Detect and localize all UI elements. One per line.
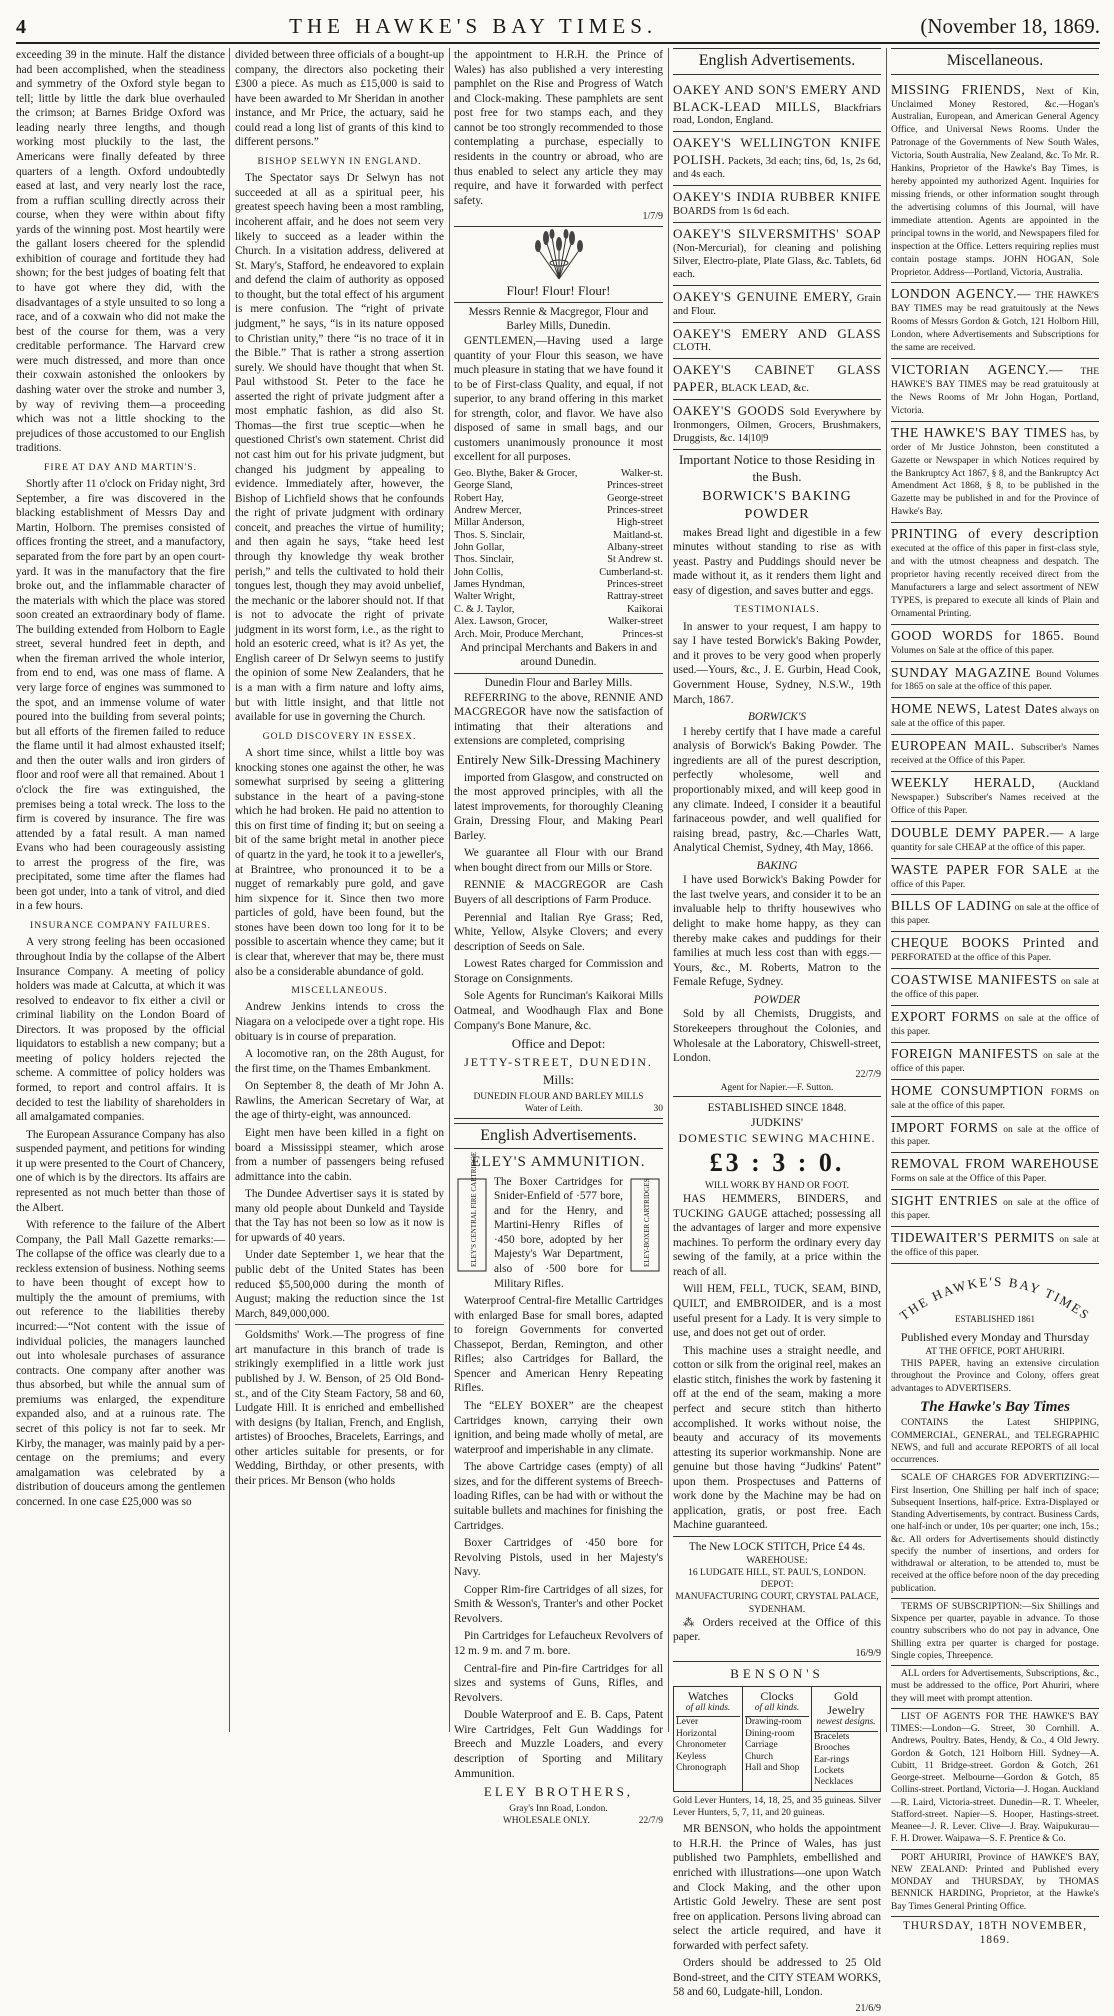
- boat-race-text: exceeding 39 in the minute. Half the distance had been accomplished, when the steadiness and symmetry of the Oxford style began to tell; little by little the dark blue overhauled the crimson; at Barnes Bridge Oxford was leading nearly three lengths, and though working most pluckily to the last, the Americans were finally defeated by three quarters of a length. Oxford undoubtedly eased at last, and very nearly lost the race, from a ruffian sculling directly across their course, when they were within about fifty yards of the winning post. Most heartily were the gallant losers cheered for the splendid exhibition of courage and fortitude they had shown; for the best judges of boating felt that to have got where they did, with the disadvantages of a style unsuited to so long a race, and of a coxwain who did not make the best of the course for them, was a very creditable performance. The Harvard crew were much distressed, and more than once their coxwain astonished the onlookers by dashing water over the stroke and number 3, by way of reviving them—a proceeding which was not a little shocking to the prejudices of those accustomed to our English traditions.: [16, 49, 225, 455]
- signatory-street: Princes-street: [606, 480, 663, 492]
- oakey-ad: [673, 79, 881, 133]
- misc-heading: MISCELLANEOUS.: [291, 985, 388, 997]
- column-1: [16, 48, 225, 1732]
- signatory-row: [454, 480, 663, 492]
- oakey-ad: [673, 132, 881, 186]
- depot-address: MANUFACTURING COURT, CRYSTAL PALACE, SYDENHAM.: [675, 1592, 879, 1615]
- waste-paper-ad: [891, 859, 1099, 896]
- imprint-text: PORT AHURIRI, Province of HAWKE'S BAY, NEW ZEALAND: Printed and Published every MONDAY and THURSDAY, by THOMAS BENNICK HARDING, Proprietor, at the Hawke's Bay Times General Printing Office.: [891, 1849, 1099, 1913]
- ad-heading: EUROPEAN MAIL.: [891, 738, 1015, 754]
- lock-stitch: The New LOCK STITCH, Price £4 4s.: [673, 1536, 881, 1555]
- ad-text: executed at the office of this paper in first-class style, and with the utmost cheapness and despatch. The proprietor having recently received direct from the Manufacturers a large and select assortment of NEW TYPES, is prepared to execute all kinds of Plain and Ornamental Printing.: [891, 544, 1099, 619]
- ad-heading: OAKEY'S INDIA RUBBER KNIFE: [673, 189, 881, 205]
- terms-text: CONTAINS the Latest SHIPPING, COMMERCIAL, GENERAL, and TELEGRAPHIC NEWS, and full and accurate REPORTS of all local occurrences.: [891, 1418, 1099, 1466]
- signatory-name: Robert Hay,: [454, 492, 504, 504]
- good-words-ad: [891, 625, 1099, 662]
- ad-text: Packets, 3d each; tins, 6d, 1s, 2s 6d, and 4s each.: [673, 156, 881, 181]
- ad-text: (Non-Mercurial), for cleaning and polishing Silver, Electro-plate, Plate Glass, &c. Tablets, 6d each.: [673, 242, 881, 280]
- benson-column-items: Drawing-room Dining-room Carriage Church Hall and Shop: [745, 1716, 809, 1774]
- ad-text: Grain and Flour.: [673, 292, 882, 317]
- ad-text: always on sale at the office of this paper.: [891, 706, 1099, 730]
- benson-column-sub: newest designs.: [816, 1717, 876, 1728]
- column-rule: [668, 48, 669, 1732]
- warehouse-label: WAREHOUSE:: [746, 1555, 808, 1566]
- footer-date: THURSDAY, 18TH NOVEMBER, 1869.: [891, 1916, 1099, 1948]
- ad-text: at the office of this Paper.: [891, 866, 1099, 890]
- section-heading: English Advertisements.: [454, 1123, 663, 1150]
- signatory-street: Maitland-st.: [612, 529, 663, 541]
- ad-text: Forms on sale at the Office of this Paper.: [891, 1174, 1047, 1185]
- section-heading: Miscellaneous.: [891, 48, 1099, 75]
- benson-column-heading: Gold Jewelry: [827, 1688, 865, 1718]
- signatory-street: St Andrew st.: [607, 554, 663, 566]
- cheque-books-ad: [891, 932, 1099, 969]
- ad-text: Sold Everywhere by Ironmongers, Oilmen, Grocers, Brushmakers, Druggists, &c. 14|10|9: [673, 407, 882, 445]
- column-rule: [886, 48, 887, 1732]
- borwick-text: In answer to your request, I am happy to say I have tested Borwick's Baking Powder, and it proves to be very good when properly used.—Yours, &c., J. E. Gurbin, Head Cook, Government House, Sydney, N.S.W., 19th March, 1867.: [673, 620, 881, 706]
- benson-column-items: Bracelets Brooches Ear-rings Lockets Necklaces: [814, 1731, 878, 1789]
- ad-text: BLACK LEAD, &c.: [721, 383, 809, 395]
- ad-text: Next of Kin, Unclaimed Money Restored, &c.—Hogan's Australian, European, and American General Agency Office, and Universal News Rooms. Under the Patronage of the Governments of New South Wales, Victoria, South Australia, New Zealand, &c. To Mr. R. Hankins, Proprietor of the Hawke's Bay Times, is hereby appointed my authorized Agent. Inquiries for missing friends, or other information sought through the advertising columns of this Journal, will have immediate attention. Agents are appointed in the principal towns in the world, and Newspapers filed for inspection at the Office. Letters requiring replies must contain postage stamps. JOHN HOGAN, Sole Proprietor. Address—Portland, Victoria, Australia.: [891, 86, 1099, 278]
- newspaper-title: THE HAWKE'S BAY TIMES.: [289, 14, 658, 38]
- sewing-text: This machine uses a straight needle, and cotton or silk from the original reel, makes an elastic stitch, finishes the work by fastening it off at the end of the seam, making a more perfect and secure stitch than hitherto accomplished. It works without noise, the beauty and accuracy of its movements attesting its superior workmanship. None are genuine but those having “Judkins' Patent” upon them. Prospectuses and Patterns of work done by the Machine may be had on application, gratis, or post free. Each Machine guaranteed.: [673, 1344, 881, 1532]
- ad-heading: OAKEY'S GENUINE EMERY,: [673, 288, 853, 304]
- ad-text: has, by order of Mr Justice Johnston, been constituted a Gazette or Newspaper in which Notices required by the Bankruptcy Act 1867, § 8, and the Bankruptcy Act Amendment Act 1868, § 8, to be published in the Gazette may be published in and for the Province of Hawke's Bay.: [891, 429, 1100, 518]
- ad-heading: WASTE PAPER FOR SALE: [891, 861, 1069, 877]
- ad-heading: GOOD WORDS for 1865.: [891, 627, 1065, 643]
- arched-title-text: THE HAWKE'S BAY TIMES: [896, 1273, 1094, 1324]
- benson-column-heading: Clocks: [760, 1688, 794, 1703]
- signatory-name: Arch. Moir, Produce Merchant,: [454, 628, 584, 640]
- benson-column-items: Lever Horizontal Chronometer Keyless Chronograph: [676, 1716, 740, 1774]
- misc-item: Eight men have been killed in a fight on board a Mississippi steamer, which arose from a number of passengers being refused admittance into the cabin.: [235, 1126, 444, 1183]
- ad-heading: OAKEY AND SON'S EMERY AND BLACK-LEAD MILLS,: [673, 81, 881, 114]
- column-2: [235, 48, 444, 1732]
- eley-text: Pin Cartridges for Lefaucheux Revolvers of 12 m. 9 m. and 7 m. bore.: [454, 1630, 663, 1658]
- victorian-agency-ad: [891, 359, 1099, 422]
- signatory-row: [454, 468, 663, 480]
- mills-location: Water of Leith.: [524, 1104, 583, 1115]
- ad-text: BOARDS from 1s 6d each.: [673, 206, 790, 218]
- mills-text: RENNIE & MACGREGOR are Cash Buyers of all descriptions of Farm Produce.: [454, 879, 663, 907]
- bills-of-lading-ad: [891, 895, 1099, 932]
- sewing-price: £3 : 3 : 0.: [709, 1148, 845, 1178]
- ad-text: Subscriber's Names received at the Office of this Paper.: [891, 743, 1100, 767]
- goldsmiths-text: Goldsmiths' Work.—The progress of fine art manufacture in this branch of trade is strikingly exemplified in a little work just published by J. W. Benson, of 25 Old Bond-st., and of the City Steam Factory, 58 and 60, Ludgate Hill. It is enriched and embellished with designs (by Italian, French, and English, artistes) of Brooches, Bracelets, Earrings, and other articles suitable for presents, or for Wedding, Birthday, or other presents, with their prices. Mr Benson (who holds: [235, 1324, 444, 1488]
- ad-text: on sale at the office of this paper.: [891, 1198, 1099, 1222]
- benson-column-heading: Watches: [687, 1688, 729, 1703]
- missing-friends-ad: [891, 79, 1099, 284]
- mills-text: imported from Glasgow, and constructed on the most approved principles, with all the latest improvements, for thoroughly Cleaning Grain, Dressing Flour, and Making Pearl Barley.: [454, 771, 663, 842]
- ref-number: 22/7/9: [855, 1068, 881, 1080]
- machinery-heading: Entirely New Silk-Dressing Machinery: [456, 751, 661, 767]
- signatories-list: [454, 468, 663, 641]
- signatory-street: Princes-street: [606, 579, 663, 591]
- misc-item: A locomotive ran, on the 28th August, for the first time, on the Thames Embankment.: [235, 1048, 444, 1075]
- page-number: 4: [16, 16, 26, 38]
- masthead: [16, 8, 1100, 44]
- sewing-text: Will HEM, FELL, TUCK, SEAM, BIND, QUILT, and EMBROIDER, and is a most useful present for a Lady. It is very simple to use, and does not get out of order.: [673, 1283, 881, 1340]
- misc-item: Andrew Jenkins intends to cross the Niagara on a velocipede over a tight rope. His obituary is in course of preparation.: [235, 1001, 444, 1043]
- mills-text: Perennial and Italian Rye Grass; Red, White, Yellow, Alsyke Clovers; and every description of Seeds on Sale.: [454, 911, 663, 953]
- ad-text: Bound Volumes on Sale at the office of this paper.: [891, 632, 1099, 656]
- oakey-ad: [673, 186, 881, 223]
- office-line: AT THE OFFICE, PORT AHURIRI.: [925, 1346, 1065, 1357]
- testimonials-heading: TESTIMONIALS.: [734, 604, 820, 616]
- misc-item: The Dundee Advertiser says it is stated by many old people about Dunkeld and Tayside that the Tay has not been so low as it now is for upwards of 40 years.: [235, 1188, 444, 1244]
- signatory-row: [454, 591, 663, 603]
- ad-text: A large quantity for sale CHEAP at the office of this paper.: [891, 829, 1099, 853]
- fire-text: Shortly after 11 o'clock on Friday night, 3rd September, a fire was discovered in the blacking establishment of Messrs Day and Martin, Holborn. The premises consisted of offices fronting the street, and a manufactory, separated from the fore part by an open court-yard. It was in the manufactory that the fire broke out, and the inflammable character of the materials with which the place was stored soon created an extraordinary body of flame. The building extended from Holborn to Eagle street, several hundred feet in depth, and when the fireman arrived the whole interior, from end to end, was one mass of flame. A very large force of engines was summoned to the spot, and an immense volume of water poured into the building from several points; but all efforts of the firemen failed to reduce the flame until it had almost exhausted itself; and then the outer walls and iron girders of floor and roof were all that remained. About 1 o'clock the fire was extinguished, the premises being a total wreck. The loss to the firm is covered by insurance. The fire was attended by a fatal result. A man named Evans who had been courageously assisting to arrest the progress of the fire, was precipitated, some time after the flames had been got under, into a tank of vitrol, and died in a few hours.: [16, 478, 225, 913]
- oakey-ad: [673, 359, 881, 400]
- signatory-row: [454, 629, 663, 641]
- mills-text: Sole Agents for Runciman's Kaikorai Mills Oatmeal, and Woodhaugh Flax and Bone Company's Bone Manure, &c.: [454, 990, 663, 1032]
- column-rule: [449, 48, 450, 1732]
- signatory-row: [454, 604, 663, 616]
- oakey-ad: [673, 400, 881, 450]
- flour-heading: Flour! Flour! Flour!: [506, 283, 611, 299]
- selwyn-text: The Spectator says Dr Selwyn has not succeeded at all as a spiritual peer, his greatest speech having been a most rambling, incoherent affair, and he does not seem very likely to succeed as a leader within the Church. In a visitation address, delivered at St. Mary's, Stafford, he endeavored to explain and defend the claim of authority as opposed to thought, but the total effect of his argument is mere confusion. The “right of private judgment,” he says, “is in its nature opposed to Christian unity,” there “is no trace of it in the Bible.” That is rather a strong assertion surely. We should have thought that when St. Paul withstood St. Peter to the face he asserted the right of private judgment after a most emphatic fashion, as did also St. Thomas—the first true sceptic—when he questioned Christ's own statement. Christ did not cast him out for his private judgment, but changed his judgment by appealing to evidence. Immediately after, however, the Bishop of Lichfield shows that he confounds the right of private judgment with ordinary conceit, and preaches the virtue of humility; and then again he says, “take heed lest through thy knowledge thy weak brother perish,” and tells the cultivated to hold their tongues lest, though they may avoid unbelief, the mechanic or the laborer should not. If that is not to advocate the right of private judgment in its worst form, i.e., as the right to hold an esoteric creed, what is it? As yet, the English career of Dr Selwyn seems to justify the opinion of some New Zealanders, that he is a man with a firm nature and lofty aims, but with little insight, and that little not available for use in governing the Church.: [235, 172, 444, 724]
- european-mail-ad: [891, 735, 1099, 772]
- baking-subhead: BAKING: [756, 859, 798, 872]
- wheat-sheaf-icon: [524, 229, 594, 281]
- ad-text: FORMS on sale at the office of this paper.: [891, 1087, 1099, 1111]
- ad-heading: THE HAWKE'S BAY TIMES: [891, 424, 1068, 440]
- insurance-heading: INSURANCE COMPANY FAILURES.: [30, 920, 211, 931]
- signatory-name: C. & J. Taylor,: [454, 603, 515, 615]
- borwick-subhead: BORWICK'S: [747, 711, 807, 724]
- signatory-row: [454, 567, 663, 579]
- ad-heading: COASTWISE MANIFESTS: [891, 972, 1058, 988]
- borwick-heading: BORWICK'S BAKING POWDER: [702, 488, 852, 522]
- home-news-ad: [891, 698, 1099, 735]
- charges-text: SCALE OF CHARGES FOR ADVERTIZING:—First Insertion, One Shilling per half inch of space; Subsequent Insertions, half-price. Extra-Displayed or Standing Advertisements, by contract. Business Cards, one half-inch or under, 10s per quarter; one inch, 15s.; &c. All orders for Advertisements should distinctly specify the number of insertions, and orders for withdrawal or alteration, to be attended to, must be received at the office before noon of the day preceding publication.: [891, 1469, 1099, 1595]
- ad-heading: SUNDAY MAGAZINE: [891, 664, 1031, 680]
- column-5: [891, 48, 1100, 1947]
- firm-name: Messrs Rennie & Macgregor, Flour and Barley Mills, Dunedin.: [454, 302, 663, 334]
- oakey-ad: [673, 223, 881, 286]
- eley-text: The Boxer Cartridges for Snider-Enfield of ·577 bore, and for the Henry, and Martini-Henry Rifles of ·450 bore, adopted by her Majesty's War Department, also of ·500 bore for Military Rifles.: [494, 1175, 623, 1290]
- signatory-street: Kaikorai: [626, 603, 663, 615]
- ad-heading: DOUBLE DEMY PAPER.—: [891, 824, 1064, 840]
- oakey-ad: [673, 286, 881, 323]
- eley-brothers: ELEY BROTHERS,: [483, 1784, 634, 1800]
- ad-heading: VICTORIAN AGENCY.—: [891, 362, 1063, 378]
- merchants-line: And principal Merchants and Bakers in and around Dunedin.: [459, 641, 657, 669]
- benson-continued: the appointment to H.R.H. the Prince of Wales) has also published a very interesting pamphlet on the Rise and Progress of Watch and Clock-making. These pamphlets are sent post free for two stamps each, and they cannot be too strongly recommended to those contemplating a purchase, especially to residents in the country or abroad, who are thus enabled to select any article they may require, and have it forwarded with perfect safety.: [454, 49, 663, 207]
- signatory-name: George Sland,: [454, 480, 513, 492]
- ad-text: PERFORATED at the office of this Paper.: [891, 953, 1051, 964]
- insurance-continued: divided between three officials of a bought-up company, the directors also pocketing their £300 a piece. As much as £15,000 is said to have been awarded to Mr Sheridan in another instance, and Mr Price, the actuary, said he could read a long list of grants of this kind to different persons.”: [235, 49, 444, 149]
- ad-heading: REMOVAL FROM WAREHOUSE: [891, 1156, 1099, 1172]
- signatory-name: Millar Anderson,: [454, 517, 525, 529]
- tidewaiter-ad: [891, 1227, 1099, 1264]
- foreign-manifests-ad: [891, 1043, 1099, 1080]
- column-4: [673, 48, 882, 2014]
- signatory-name: James Hyndman,: [454, 579, 525, 591]
- mills-name: DUNEDIN FLOUR AND BARLEY MILLS: [473, 1092, 644, 1103]
- section-heading: English Advertisements.: [673, 48, 881, 75]
- ad-text: CLOTH.: [673, 342, 711, 354]
- eley-text: Copper Rim-fire Cartridges of all sizes, for Smith & Wesson's, Tranter's and other Pocket Revolvers.: [454, 1583, 663, 1625]
- ad-heading: OAKEY'S CABINET GLASS PAPER,: [673, 362, 881, 395]
- office-label: Office and Depot:: [511, 1036, 606, 1052]
- sewing-heading: DOMESTIC SEWING MACHINE.: [678, 1130, 876, 1145]
- judkins-name: JUDKINS': [750, 1115, 804, 1130]
- established-line: ESTABLISHED 1861: [954, 1313, 1036, 1324]
- ad-heading: OAKEY'S WELLINGTON KNIFE POLISH.: [673, 135, 881, 168]
- benson-table-column: [812, 1687, 880, 1791]
- est-line: ESTABLISHED SINCE 1848.: [707, 1101, 847, 1114]
- cartridge-box-icon: [454, 1151, 490, 1275]
- ad-text: on sale at the office of this paper.: [891, 1014, 1099, 1037]
- ref-number: 1/7/9: [454, 211, 663, 227]
- signatory-row: [454, 517, 663, 529]
- sewing-text: HAS HEMMERS, BINDERS, and TUCKING GAUGE attached; possessing all the advantages of larger and more expensive machines. To perform the ordinary every day sewing of the family, at a price within the reach of all.: [673, 1193, 881, 1278]
- warehouse-address: 16 LUDGATE HILL, ST. PAUL'S, LONDON.: [688, 1567, 866, 1578]
- gold-text: A short time since, whilst a little boy was knocking stones one against the other, he was somewhat surprised by seeing a glittering substance in the heart of a paving-stone which he had broken. He paid no attention to this on first time of finding it; but on seeing a bit of the same bright metal in another piece of quartz in the yard, he took it to a jeweller's, at Braintree, who pronounced it to be a nugget of remarkably pure gold, and gave him sixpence for it. Since then two more particles of gold, have been found, but the stones have been down too long for it to be possible to ascertain whence they came; but it is clear that, wherever that may be, there must also be a considerable abundance of gold.: [235, 747, 444, 978]
- signatory-name: Alex. Lawson, Grocer,: [454, 616, 548, 628]
- ad-heading: CHEQUE BOOKS Printed and: [891, 935, 1099, 951]
- signatory-name: Geo. Blythe, Baker & Grocer,: [454, 468, 578, 480]
- ad-heading: PRINTING of every description: [891, 526, 1099, 542]
- ad-heading: SIGHT ENTRIES: [891, 1193, 999, 1209]
- blackletter-title: The Hawke's Bay Times: [920, 1398, 1070, 1415]
- ref-number: 22/7/9: [638, 1816, 663, 1827]
- weekly-herald-ad: [891, 772, 1099, 822]
- fire-heading: FIRE AT DAY AND MARTIN'S.: [44, 461, 197, 473]
- ad-heading: EXPORT FORMS: [891, 1009, 1000, 1025]
- cartridge-box-text: ELEY-BOXER CARTRIDGES: [643, 1178, 651, 1267]
- issue-date: (November 18, 1869.: [920, 14, 1100, 38]
- signatory-street: Walker-street: [608, 616, 663, 628]
- cartridge-box-text: ELEY'S CENTRAL FIRE CARTRIDGE: [470, 1151, 478, 1267]
- ad-heading: WEEKLY HERALD,: [891, 775, 1036, 791]
- cartridge-box-icon: [627, 1175, 663, 1275]
- misc-item: Under date September 1, we hear that the public debt of the United States has been reduced $5,500,000 during the month of August; making the reduction since the 1st March, 849,000,000.: [235, 1249, 444, 1320]
- ad-heading: MISSING FRIENDS,: [891, 81, 1026, 97]
- signatory-name: John Collis,: [454, 566, 504, 578]
- import-forms-ad: [891, 1117, 1099, 1154]
- ad-heading: TIDEWAITER'S PERMITS: [891, 1230, 1055, 1246]
- eley-text: The “ELEY BOXER” are the cheapest Cartridges known, carrying their own ignition, and being made wholly of metal, are waterproof and imperishable in any climate.: [454, 1400, 663, 1456]
- insurance-text-2: The European Assurance Company has also suspended payment, and petitions for winding it up were presented to the Court of Chancery, one of which is by the directors. Its affairs are represented as not much better than those of the Albert.: [16, 1128, 225, 1214]
- ad-text: THE HAWKE'S BAY TIMES may be read gratuitously at the News Rooms of Mr John Hogan, Portland, Victoria.: [891, 367, 1099, 416]
- ad-heading: LONDON AGENCY.—: [891, 286, 1031, 302]
- ad-text: on sale at the office of this paper.: [891, 1235, 1099, 1258]
- signatory-name: Walter Wright,: [454, 591, 515, 603]
- signatory-row: [454, 542, 663, 554]
- signatory-street: George-street: [607, 492, 663, 504]
- ad-text: Bound Volumes for 1865 on sale at the office of this paper.: [891, 669, 1099, 693]
- signatory-street: Princes-st: [622, 628, 663, 640]
- signatory-street: High-street: [616, 517, 663, 529]
- depot-label: DEPOT:: [760, 1580, 794, 1591]
- benson-text: Orders should be addressed to 25 Old Bond-street, and the CITY STEAM WORKS, 58 and 60, Ludgate-hill, London.: [673, 1957, 881, 1999]
- ref-number: 21/6/9: [855, 2003, 881, 2014]
- orders-line: ⁂ Orders received at the Office of this paper.: [673, 1616, 881, 1644]
- eley-address: Gray's Inn Road, London.: [509, 1803, 608, 1814]
- signatory-street: Princes-street: [606, 505, 663, 517]
- london-agency-ad: [891, 283, 1099, 359]
- selwyn-heading: BISHOP SELWYN IN ENGLAND.: [257, 155, 422, 167]
- ad-text: Blackfriars road, London, England.: [673, 102, 881, 127]
- insurance-text: A very strong feeling has been occasioned throughout India by the collapse of the Albert Insurance Company. A meeting of policy holders was made at Calcutta, at which it was resolved to endeavor to fix either a civil or criminal liability on the London Board of Directors. It was proposed by the official liquidators to establish a new company; but a meeting of policy holders rejected the scheme. A committee of policy holders was formed, to report and control affairs. It is decided to test the liability of shareholders in all amalgamated companies.: [16, 936, 225, 1124]
- orders-text: ALL orders for Advertisements, Subscriptions, &c., must be addressed to the office, Port Ahuriri, where they will meet with prompt attention.: [891, 1665, 1099, 1705]
- sunday-magazine-ad: [891, 662, 1099, 699]
- ad-heading: FOREIGN MANIFESTS: [891, 1045, 1039, 1061]
- mills-text: We guarantee all Flour with our Brand when bought direct from our Mills or Store.: [454, 847, 663, 874]
- published-line: Published every Monday and Thursday: [900, 1330, 1090, 1345]
- ad-text: on sale at the office of this paper.: [891, 903, 1100, 927]
- home-consumption-ad: [891, 1080, 1099, 1117]
- signatory-street: Cumberland-st.: [599, 566, 663, 578]
- mills-text: REFERRING to the above, RENNIE AND MACGREGOR have now the satisfaction of intimating that their alterations and extensions are completed, comprising: [454, 691, 663, 748]
- signatory-row: [454, 554, 663, 566]
- signatory-street: Walker-st.: [620, 468, 663, 480]
- signatory-name: Andrew Mercer,: [454, 505, 522, 517]
- arched-title: [891, 1264, 1099, 1326]
- ad-heading: OAKEY'S EMERY AND GLASS: [673, 325, 881, 341]
- borwick-agent: Agent for Napier.—F. Sutton.: [673, 1082, 881, 1097]
- signatory-row: [454, 505, 663, 517]
- mills-label: Mills:: [542, 1072, 575, 1088]
- sight-entries-ad: [891, 1190, 1099, 1227]
- benson-heading: BENSON'S: [730, 1665, 824, 1681]
- ad-heading: OAKEY'S GOODS: [673, 403, 785, 419]
- ad-text: on sale at the office of this paper.: [891, 1050, 1099, 1074]
- eley-title: ELEY'S AMMUNITION.: [471, 1154, 646, 1171]
- ad-heading: HOME CONSUMPTION: [891, 1082, 1044, 1098]
- borwick-text: makes Bread light and digestible in a few minutes without standing to rise as with yeast. Pastry and Puddings should never be made without it, as it renders them light and easy of digestion, and saves butter and eggs.: [673, 526, 881, 597]
- ref-number: 30: [653, 1104, 663, 1115]
- benson-table-column: [743, 1687, 812, 1791]
- export-forms-ad: [891, 1006, 1099, 1043]
- removal-ad: [891, 1153, 1099, 1190]
- printing-ad: [891, 523, 1099, 624]
- mills-heading: Dunedin Flour and Barley Mills.: [454, 673, 663, 691]
- gold-heading: GOLD DISCOVERY IN ESSEX.: [262, 730, 417, 742]
- signatory-street: Rattray-street: [606, 591, 663, 603]
- signatory-street: Albany-street: [606, 542, 663, 554]
- benson-text: MR BENSON, who holds the appointment to H.R.H. the Prince of Wales, has just published two Pamphlets, embellished and enriched with illustrations—one upon Watch and Clock Making, and the other upon Artistic Gold Jewelry. These are sent post free on application. Persons living abroad can select the article required, and have it forwarded with perfect safety.: [673, 1823, 881, 1952]
- column-rule: [229, 48, 230, 1732]
- ad-heading: OAKEY'S SILVERSMITHS' SOAP: [673, 226, 881, 241]
- eley-footer-row: [454, 1815, 663, 1827]
- benson-table-column: [674, 1687, 743, 1791]
- benson-column-sub: of all kinds.: [685, 1703, 731, 1714]
- ad-text: on sale at the office of this paper.: [891, 977, 1099, 1001]
- sewing-work: WILL WORK BY HAND OR FOOT.: [704, 1180, 850, 1191]
- flour-testimonial: GENTLEMEN,—Having used a large quantity of your Flour this season, we have much pleasure in stating that we have found it to be of First-class Quality, and equal, if not superior, to any brand offering in this market for strength, color, and flavor. We have also disposed of same in small bags, and our customers unanimously pronounce it most excellent for all purposes.: [454, 334, 663, 464]
- signatory-name: Thos. S. Sinclair,: [454, 529, 525, 541]
- signatory-row: [454, 530, 663, 542]
- misc-item: On September 8, the death of Mr John A. Rawlins, the American Secretary of War, at the age of thirty-eight, was announced.: [235, 1080, 444, 1122]
- eley-text: Waterproof Central-fire Metallic Cartridges with enlarged Base for small bores, adapted to foreign Governments for converted Chassepot, Berdan, Remington, and other Rifles; also Cartridges for Ballard, the Spencer and American Henry Repeating Rifles.: [454, 1295, 663, 1395]
- agents-text: LIST OF AGENTS FOR THE HAWKE'S BAY TIMES:—London—G. Street, 30 Cornhill. A. Andrews, Poultry. Bates, Hendy, & Co., 4 Old Jewry. Gordon & Gotch, 121 Holborn Hill. Sydney—A. Cubitt, 11 Bridge-street. Gordon & Gotch, 261 George-street. Melbourne—Gordon & Gotch, 85 Collins-street. Portland, Victoria—J. Hogan. Auckland—R. Laird, Victoria-street. Dunedin—R. T. Wheeler, Stafford-street. Napier—S. Hooper, Hastings-street. Meanee—J. R. Lever. Clive—J. Bray. Waipukurau—F. H. Drower. Waipawa—S. F. Prentice & Co.: [891, 1708, 1099, 1846]
- benson-table: [673, 1686, 881, 1792]
- mills-text: Lowest Rates charged for Commission and Storage on Consignments.: [454, 958, 663, 985]
- eley-footer: WHOLESALE ONLY.: [502, 1816, 590, 1827]
- gazette-ad: [891, 422, 1099, 523]
- powder-subhead: POWDER: [753, 993, 801, 1006]
- benson-prices: Gold Lever Hunters, 14, 18, 25, and 35 guineas. Silver Lever Hunters, 5, 7, 11, and 20 guineas.: [673, 1795, 881, 1818]
- signatory-name: John Gollar,: [454, 542, 505, 554]
- ad-heading: IMPORT FORMS: [891, 1119, 999, 1135]
- eley-text: Double Waterproof and E. B. Caps, Patent Wire Cartridges, Felt Gun Waddings for Breech and Muzzle Loaders, and every description of Sporting and Military Ammunition.: [454, 1709, 663, 1780]
- ad-text: on sale at the office of this paper.: [891, 1124, 1100, 1148]
- ad-text: (Auckland Newspaper.) Subscriber's Names received at the Office of this Paper.: [891, 780, 1099, 816]
- bush-notice: Important Notice to those Residing in the Bush.: [678, 451, 876, 484]
- double-demy-ad: [891, 822, 1099, 859]
- eley-text: Boxer Cartridges of ·450 bore for Revolving Pistols, used in her Majesty's Navy.: [454, 1537, 663, 1579]
- mills-location-row: [454, 1103, 663, 1118]
- signatory-name: Thos. Sinclair,: [454, 554, 514, 566]
- subscription-text: TERMS OF SUBSCRIPTION:—Six Shillings and Sixpence per quarter, payable in advance. To those country subscribers who do not pay in advance, One Shilling extra per quarter is charged for postage. Single copies, Threepence.: [891, 1598, 1099, 1662]
- terms-text: THIS PAPER, having an extensive circulation throughout the Province and Colony, offers great advantages to ADVERTISERS.: [891, 1359, 1099, 1394]
- insurance-text-3: With reference to the failure of the Albert Company, the Pall Mall Gazette remarks:—The collapse of the office was clearly due to a reckless extension of business. Nothing seems to have been thought of except how to multiply the the amount of premiums, with out reference to the liabilities thereby incurred:—“Not content with the issue of individual policies, the managers launched out into wholesale purchases of assurance contracts. One company after another was thus absorbed, but while the annual sum of premiums was enlarged, the expenditure expanded also, and at a ruinous rate. The secret of this policy is not far to seek. Mr Kirby, the manager, was mainly paid by a per-centage on the premiums; and every amalgamation was celebrated by a distribution of douceurs among the gentlemen concerned. In one case £25,000 was so: [16, 1219, 225, 1508]
- borwick-text: Sold by all Chemists, Druggists, and Storekeepers throughout the Colonies, and Wholesale at the Laboratory, Chiswell-street, London.: [673, 1008, 881, 1065]
- ad-text: THE HAWKE'S BAY TIMES may be read gratuitously at the News Rooms of Messrs Gordon & Gotch, 121 Holborn Hill, London, where Advertisements and Subscriptions for the same are received.: [891, 291, 1100, 354]
- ref-number: 16/9/9: [673, 1648, 881, 1662]
- ad-heading: BILLS OF LADING: [891, 898, 1012, 914]
- signatory-row: [454, 493, 663, 505]
- oakey-ads: [673, 79, 881, 450]
- benson-column-sub: of all kinds.: [754, 1703, 800, 1714]
- office-address: JETTY-STREET, DUNEDIN.: [464, 1054, 653, 1069]
- eley-text: The above Cartridge cases (empty) of all sizes, and for the different systems of Breech-loading Rifles, can be had with or without the suitable bullets and machines for finishing the Cartridges.: [454, 1461, 663, 1532]
- oakey-ad: [673, 323, 881, 360]
- column-3: [454, 48, 663, 1827]
- signatory-row: [454, 579, 663, 591]
- ad-heading: HOME NEWS, Latest Dates: [891, 701, 1058, 717]
- coastwise-ad: [891, 969, 1099, 1006]
- eley-text: Central-fire and Pin-fire Cartridges for all sizes and systems of Guns, Rifles, and Revolvers.: [454, 1662, 663, 1704]
- borwick-text: I hereby certify that I have made a careful analysis of Borwick's Baking Powder. The ingredients are all of the purest description, perfectly wholesome, well and proportionably mixed, and will keep good in any climate. Indeed, I consider it a beautiful farinaceous powder, and well qualified for raising bread, pastry, &c.—Charles Watt, Analytical Chemist, Sydney, 4th May, 1866.: [673, 725, 881, 855]
- borwick-text: I have used Borwick's Baking Powder for the last twelve years, and consider it to be an invaluable help to thrifty housewives who delight to make home happy, as they can thereby make cakes and puddings for their families at much less cost than with eggs.—Yours, &c., M. Roberts, Matron to the Female Refuge, Sydney.: [673, 874, 881, 989]
- signatory-row: [454, 616, 663, 628]
